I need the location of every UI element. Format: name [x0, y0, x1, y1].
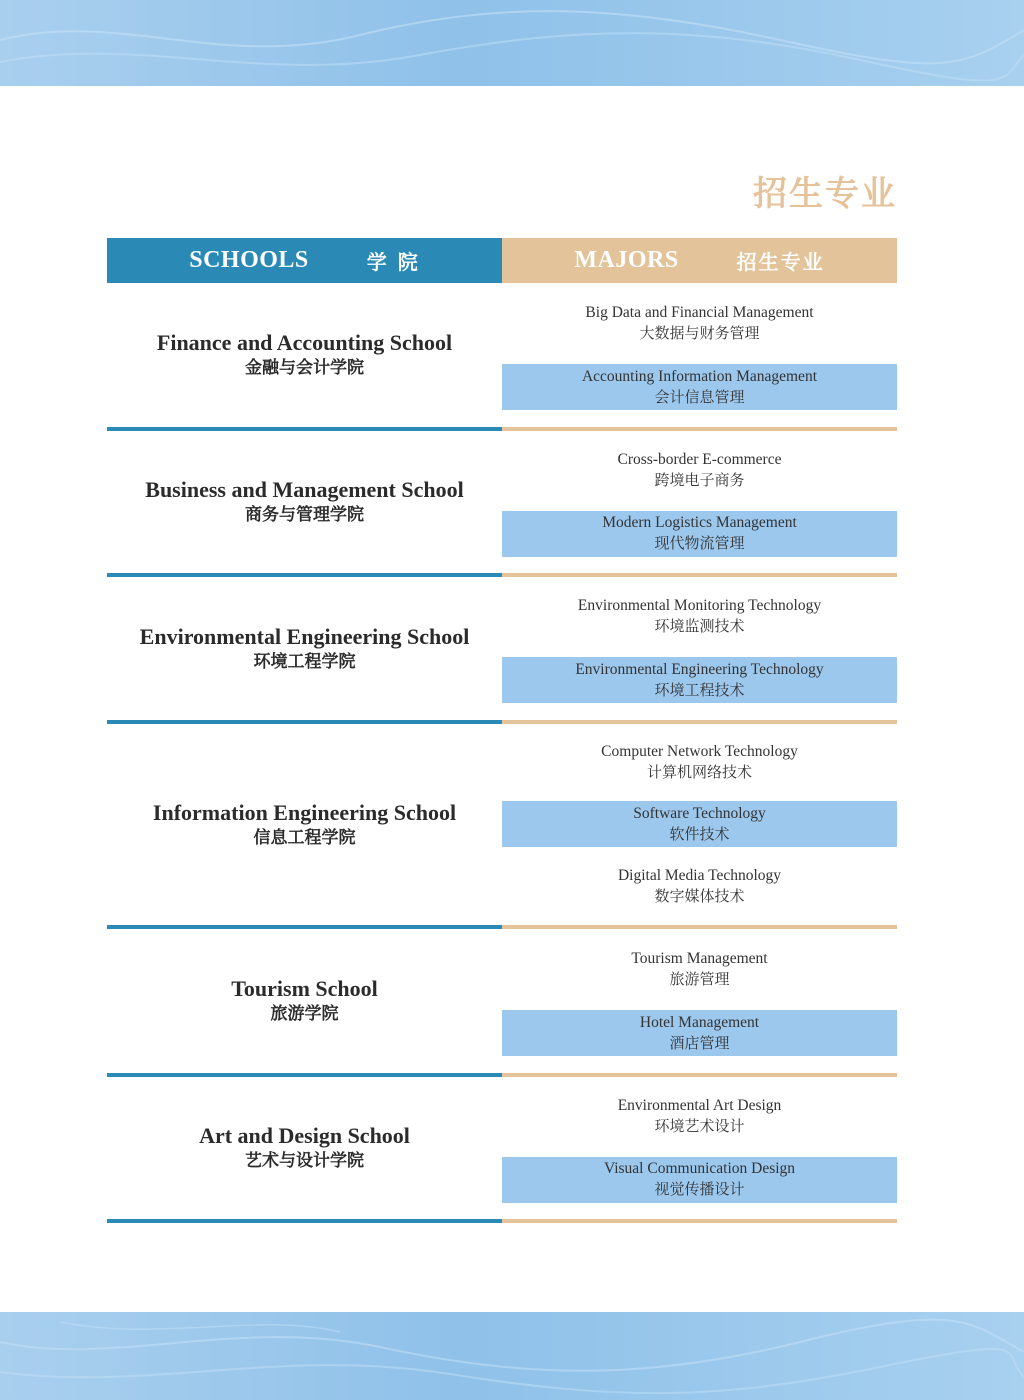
major-name-cn: 数字媒体技术 — [654, 886, 745, 905]
major-name-en: Hotel Management — [639, 1013, 760, 1031]
schools-header — [107, 238, 502, 283]
table-header — [107, 238, 897, 283]
schools-header-en: SCHOOLS — [189, 247, 309, 273]
majors-cell — [502, 1077, 897, 1219]
school-cell — [107, 577, 502, 720]
major-item — [502, 448, 897, 494]
majors-cell — [502, 577, 897, 720]
school-name-cn: 旅游学院 — [270, 1004, 339, 1024]
major-name-cn: 旅游管理 — [669, 969, 730, 988]
school-name-en: Information Engineering School — [152, 799, 457, 825]
major-name-en: Accounting Information Management — [581, 367, 817, 385]
row-divider — [107, 1219, 897, 1223]
major-item — [502, 300, 897, 346]
table-row — [107, 283, 897, 427]
major-name-en: Computer Network Technology — [601, 743, 798, 761]
table-row — [107, 724, 897, 925]
table-row — [107, 929, 897, 1073]
table-row — [107, 1077, 897, 1219]
school-cell — [107, 283, 502, 427]
major-name-en: Tourism Management — [631, 949, 768, 967]
major-item — [502, 801, 897, 847]
major-name-cn: 酒店管理 — [669, 1033, 730, 1052]
school-name-cn: 商务与管理学院 — [245, 505, 364, 525]
wave-pattern — [0, 0, 1024, 86]
school-name-en: Tourism School — [231, 976, 378, 1001]
major-item — [502, 740, 897, 786]
school-name-cn: 金融与会计学院 — [245, 358, 364, 378]
table-row — [107, 577, 897, 720]
major-name-en: Environmental Art Design — [617, 1097, 782, 1114]
school-name-en: Finance and Accounting School — [156, 330, 453, 355]
major-name-en: Cross-border E-commerce — [617, 451, 782, 468]
school-name-cn: 环境工程学院 — [253, 651, 356, 672]
major-name-cn: 跨境电子商务 — [654, 471, 745, 489]
school-name-en: Environmental Engineering School — [139, 623, 470, 649]
major-name-en: Software Technology — [633, 804, 766, 822]
major-item — [502, 1094, 897, 1140]
top-decorative-band — [0, 0, 1024, 86]
major-name-en: Environmental Engineering Technology — [575, 660, 824, 678]
major-name-cn: 现代物流管理 — [654, 534, 745, 552]
major-name-en: Visual Communication Design — [603, 1160, 796, 1177]
school-cell — [107, 929, 502, 1073]
major-item — [502, 364, 897, 410]
school-cell — [107, 724, 502, 925]
majors-cell — [502, 283, 897, 427]
major-name-cn: 环境工程技术 — [654, 680, 745, 699]
page-title: 招生专业 — [753, 174, 897, 214]
school-name-cn: 信息工程学院 — [253, 827, 356, 848]
majors-cell — [502, 724, 897, 925]
school-cell — [107, 431, 502, 573]
school-cell — [107, 1077, 502, 1219]
school-name-en: Business and Management School — [145, 477, 464, 502]
major-name-cn: 视觉传播设计 — [654, 1180, 745, 1198]
major-name-en: Big Data and Financial Management — [585, 303, 814, 321]
major-item — [502, 1010, 897, 1056]
major-item — [502, 511, 897, 557]
major-name-cn: 环境监测技术 — [654, 617, 745, 636]
school-name-cn: 艺术与设计学院 — [245, 1151, 364, 1171]
bottom-decorative-band — [0, 1312, 1024, 1400]
major-name-cn: 会计信息管理 — [654, 387, 745, 406]
major-name-cn: 软件技术 — [669, 824, 730, 843]
major-name-cn: 环境艺术设计 — [654, 1117, 745, 1135]
majors-table — [107, 238, 897, 1223]
major-name-en: Modern Logistics Management — [602, 514, 797, 531]
major-name-cn: 计算机网络技术 — [646, 763, 752, 782]
majors-header — [502, 238, 897, 283]
majors-header-en: MAJORS — [574, 247, 679, 273]
school-name-en: Art and Design School — [199, 1123, 410, 1148]
major-name-cn: 大数据与财务管理 — [639, 323, 760, 342]
majors-cell — [502, 929, 897, 1073]
major-item — [502, 657, 897, 703]
major-item — [502, 946, 897, 992]
major-name-en: Digital Media Technology — [617, 866, 782, 884]
schools-header-cn: 学 院 — [366, 250, 420, 274]
major-name-en: Environmental Monitoring Technology — [577, 597, 822, 615]
major-item — [502, 594, 897, 640]
majors-header-cn: 招生专业 — [736, 250, 825, 274]
major-item — [502, 1157, 897, 1203]
wave-pattern — [0, 1312, 1024, 1400]
majors-cell — [502, 431, 897, 573]
table-row — [107, 431, 897, 573]
major-item — [502, 863, 897, 909]
